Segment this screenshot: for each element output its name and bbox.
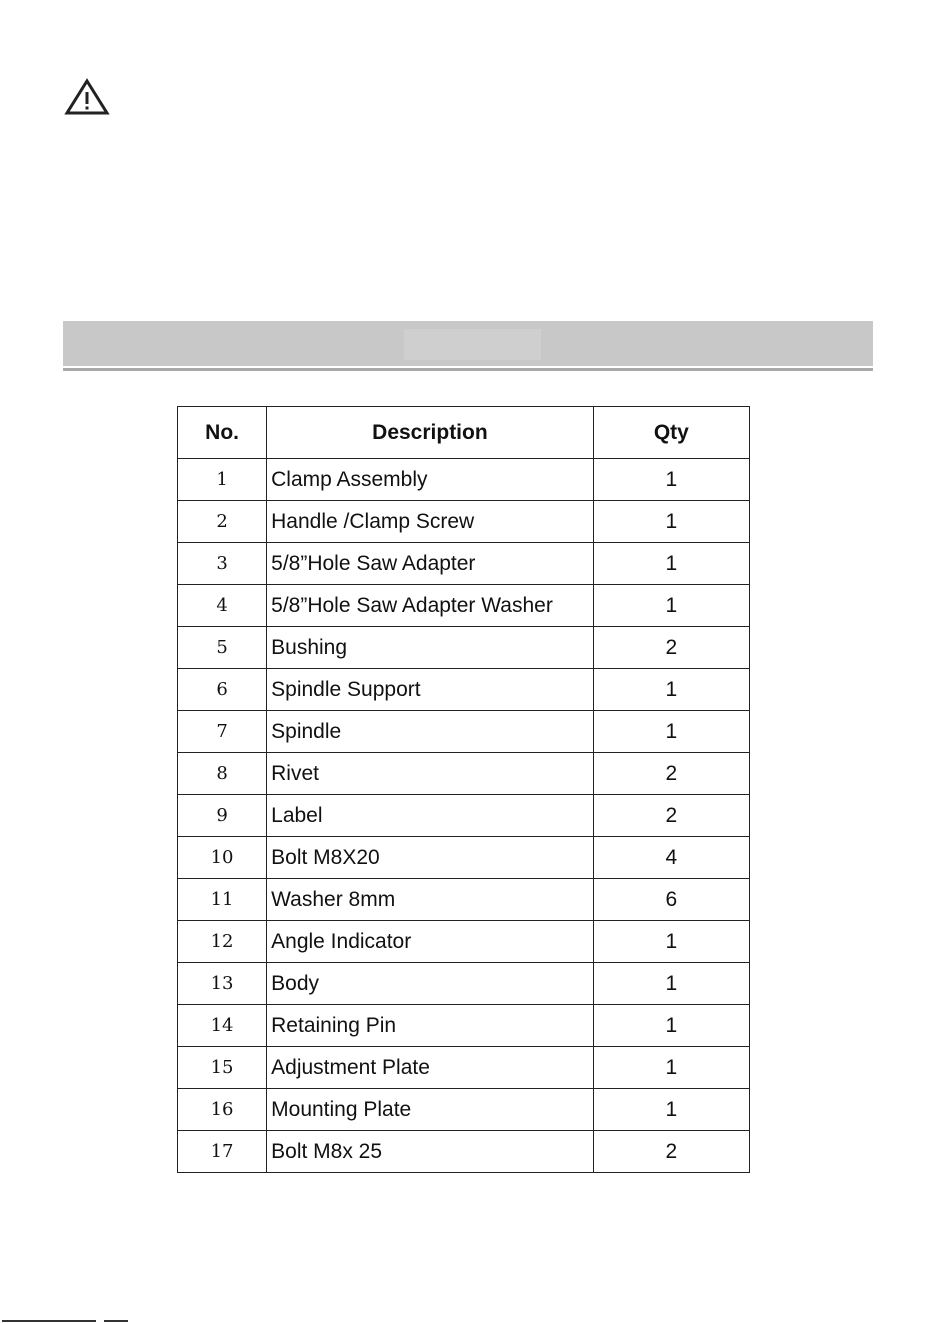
part-number-cell: 12 [178,921,267,963]
part-description-cell: 5/8”Hole Saw Adapter [267,543,594,585]
scan-edge-mark [104,1320,128,1322]
parts-list-table [177,406,750,1173]
part-description-cell: Body [267,963,594,1005]
table-row [178,543,750,585]
part-description-cell: Bolt M8X20 [267,837,594,879]
part-description-cell: Clamp Assembly [267,459,594,501]
part-number-cell: 13 [178,963,267,1005]
section-header-bar [63,321,873,366]
part-description-cell: Retaining Pin [267,1005,594,1047]
part-quantity-cell: 2 [593,795,749,837]
part-description-cell: Washer 8mm [267,879,594,921]
table-row [178,1047,750,1089]
part-description-cell: Spindle [267,711,594,753]
table-row [178,1089,750,1131]
part-number-cell: 8 [178,753,267,795]
table-row [178,627,750,669]
part-description-cell: Angle Indicator [267,921,594,963]
part-quantity-cell: 1 [593,921,749,963]
part-description-cell: Spindle Support [267,669,594,711]
table-row [178,711,750,753]
table-body [178,459,750,1173]
part-description-cell: Mounting Plate [267,1089,594,1131]
part-number-cell: 17 [178,1131,267,1173]
table-row [178,753,750,795]
part-number-cell: 9 [178,795,267,837]
part-description-cell: Bushing [267,627,594,669]
part-quantity-cell: 1 [593,585,749,627]
part-number-cell: 7 [178,711,267,753]
part-quantity-cell: 2 [593,627,749,669]
part-number-cell: 2 [178,501,267,543]
part-number-cell: 5 [178,627,267,669]
part-quantity-cell: 1 [593,711,749,753]
column-header-description: Description [267,407,594,459]
part-description-cell: Adjustment Plate [267,1047,594,1089]
warning-triangle-icon [64,78,110,116]
part-quantity-cell: 1 [593,963,749,1005]
part-description-cell: Rivet [267,753,594,795]
table-row [178,795,750,837]
part-quantity-cell: 1 [593,1005,749,1047]
part-quantity-cell: 1 [593,1047,749,1089]
table-row [178,1131,750,1173]
part-number-cell: 6 [178,669,267,711]
column-header-qty: Qty [593,407,749,459]
part-quantity-cell: 1 [593,669,749,711]
table-row [178,669,750,711]
part-quantity-cell: 1 [593,459,749,501]
part-description-cell: 5/8”Hole Saw Adapter Washer [267,585,594,627]
scan-edge-mark [2,1320,96,1322]
part-quantity-cell: 4 [593,837,749,879]
section-divider [63,368,873,371]
part-number-cell: 14 [178,1005,267,1047]
part-number-cell: 3 [178,543,267,585]
table-header-row [178,407,750,459]
part-number-cell: 10 [178,837,267,879]
part-number-cell: 15 [178,1047,267,1089]
part-number-cell: 1 [178,459,267,501]
table-row [178,837,750,879]
table-row [178,963,750,1005]
section-header-label-area [404,329,541,360]
part-quantity-cell: 1 [593,1089,749,1131]
part-quantity-cell: 2 [593,1131,749,1173]
part-number-cell: 16 [178,1089,267,1131]
table-row [178,585,750,627]
table-row [178,1005,750,1047]
part-description-cell: Handle /Clamp Screw [267,501,594,543]
table-row [178,501,750,543]
part-description-cell: Label [267,795,594,837]
part-description-cell: Bolt M8x 25 [267,1131,594,1173]
column-header-no: No. [178,407,267,459]
part-number-cell: 4 [178,585,267,627]
part-quantity-cell: 1 [593,543,749,585]
table-row [178,921,750,963]
part-quantity-cell: 6 [593,879,749,921]
table-row [178,879,750,921]
part-quantity-cell: 1 [593,501,749,543]
part-number-cell: 11 [178,879,267,921]
part-quantity-cell: 2 [593,753,749,795]
table-row [178,459,750,501]
